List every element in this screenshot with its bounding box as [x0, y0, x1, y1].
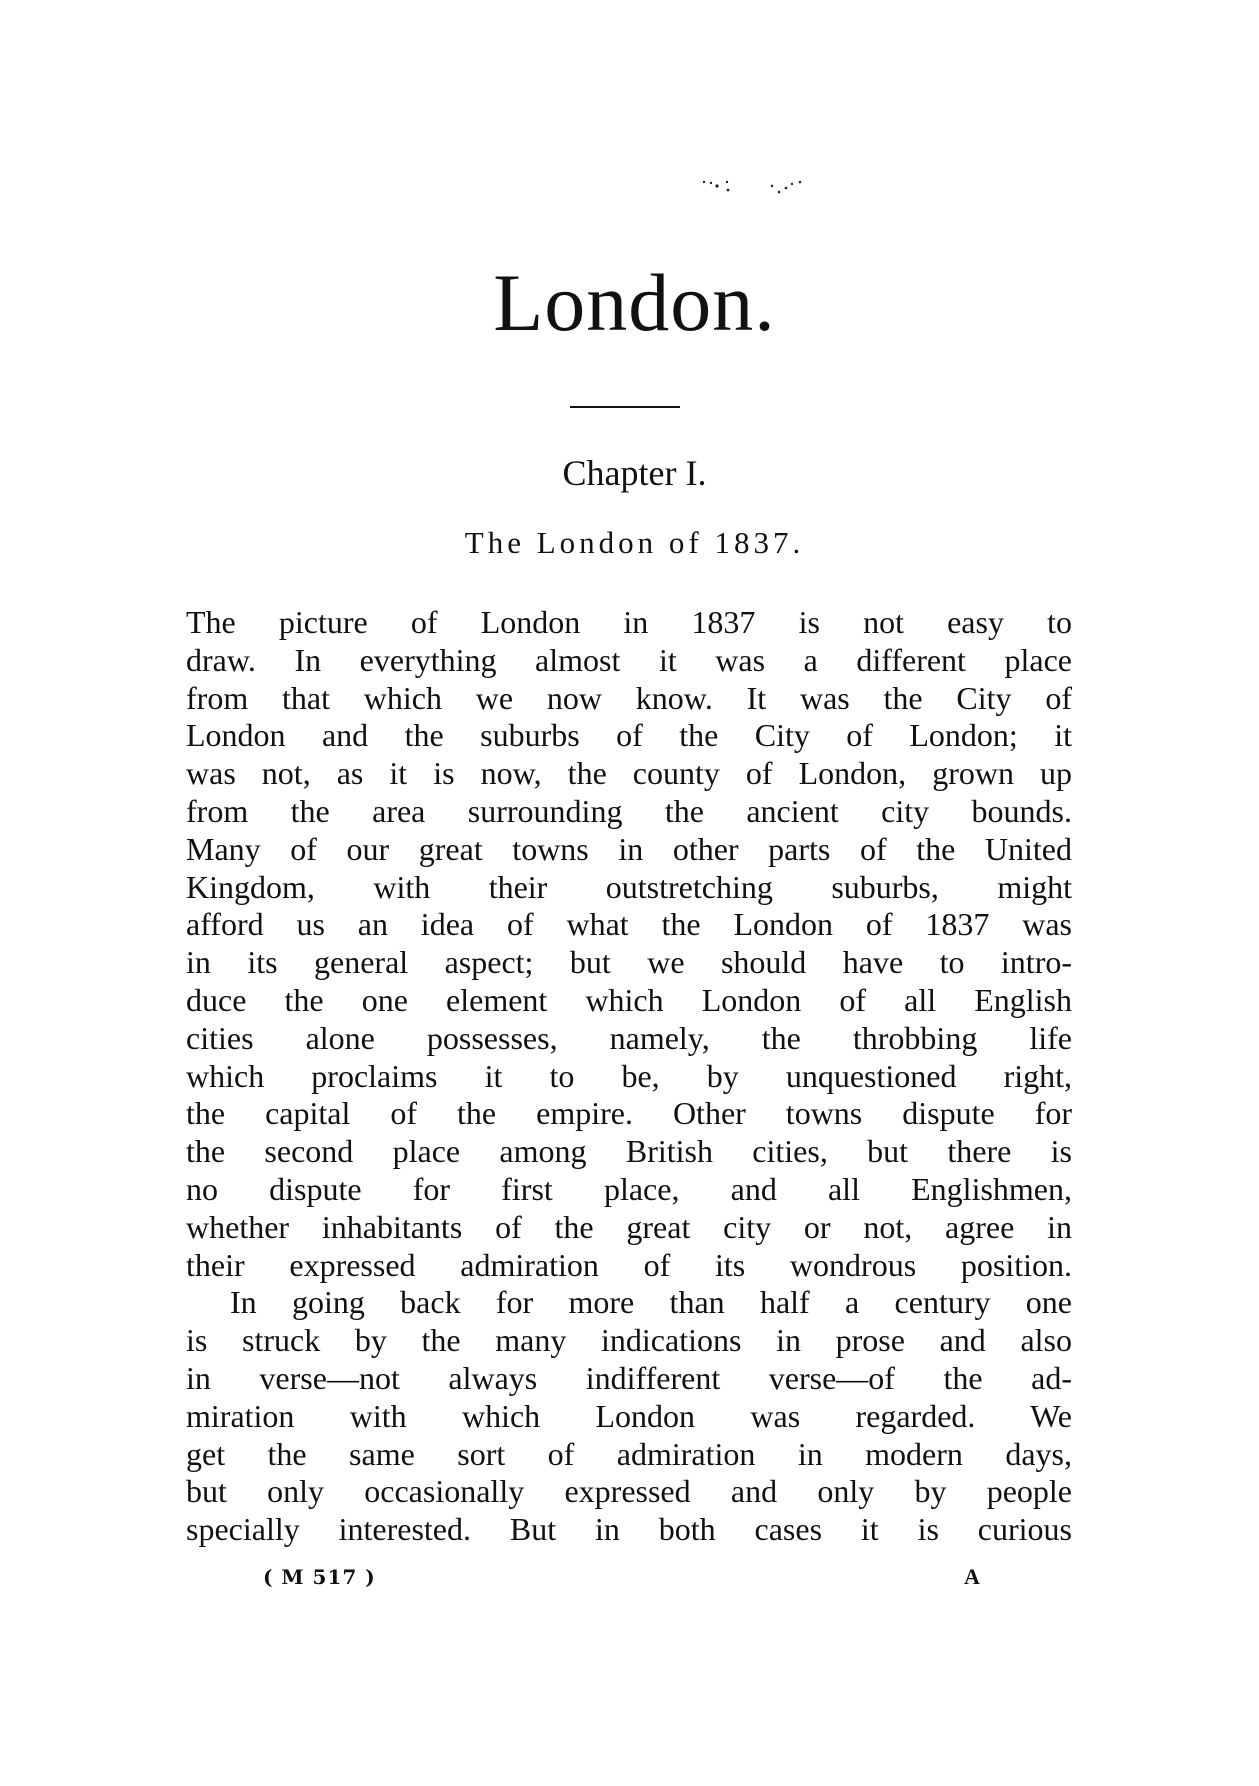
print-specks [700, 178, 870, 202]
text-line: in its general aspect; but we should have to intro- [186, 944, 1072, 981]
chapter-subtitle: The London of 1837. [464, 525, 805, 560]
text-line: no dispute for first place, and all Englishmen, [186, 1170, 1072, 1207]
text-line: from the area surrounding the ancient city bounds. [186, 792, 1072, 829]
text-line: the second place among British cities, but there is [186, 1133, 1072, 1170]
text-line: miration with which London was regarded. We [186, 1397, 1072, 1434]
text-line: was not, as it is now, the county of London, grown up [186, 755, 1072, 792]
title-divider [570, 406, 680, 408]
text-line: from that which we now know. It was the City of [186, 679, 1072, 716]
chapter-heading: Chapter I. [562, 453, 707, 493]
text-line: their expressed admiration of its wondrous position. [186, 1246, 1072, 1283]
text-line: draw. In everything almost it was a different place [186, 641, 1072, 678]
text-line: get the same sort of admiration in modern days, [186, 1435, 1072, 1472]
text-line: Many of our great towns in other parts of the United [186, 830, 1072, 867]
gathering-letter: A [964, 1564, 980, 1589]
text-line: which proclaims it to be, by unquestioned right, [186, 1057, 1072, 1094]
text-line: in verse—not always indifferent verse—of the ad- [186, 1359, 1072, 1396]
text-line: London and the suburbs of the City of London; it [186, 717, 1072, 754]
text-line: specially interested. But in both cases it is curious [186, 1511, 1072, 1548]
text-line: but only occasionally expressed and only by people [186, 1473, 1072, 1510]
text-line: In going back for more than half a century one [230, 1284, 1072, 1321]
page-title: London. [493, 257, 776, 348]
text-line: afford us an idea of what the London of 1837 was [186, 906, 1072, 943]
text-line: The picture of London in 1837 is not easy to [186, 604, 1072, 640]
text-line: Kingdom, with their outstretching suburbs, might [186, 868, 1072, 905]
text-line: duce the one element which London of all English [186, 981, 1072, 1018]
body-text [186, 604, 1072, 1549]
text-line: cities alone possesses, namely, the throbbing life [186, 1019, 1072, 1056]
text-line: the capital of the empire. Other towns dispute for [186, 1095, 1072, 1132]
signature-mark: ( M 517 ) [263, 1565, 376, 1589]
text-line: whether inhabitants of the great city or not, agree in [186, 1208, 1072, 1245]
text-line: is struck by the many indications in prose and also [186, 1322, 1072, 1359]
